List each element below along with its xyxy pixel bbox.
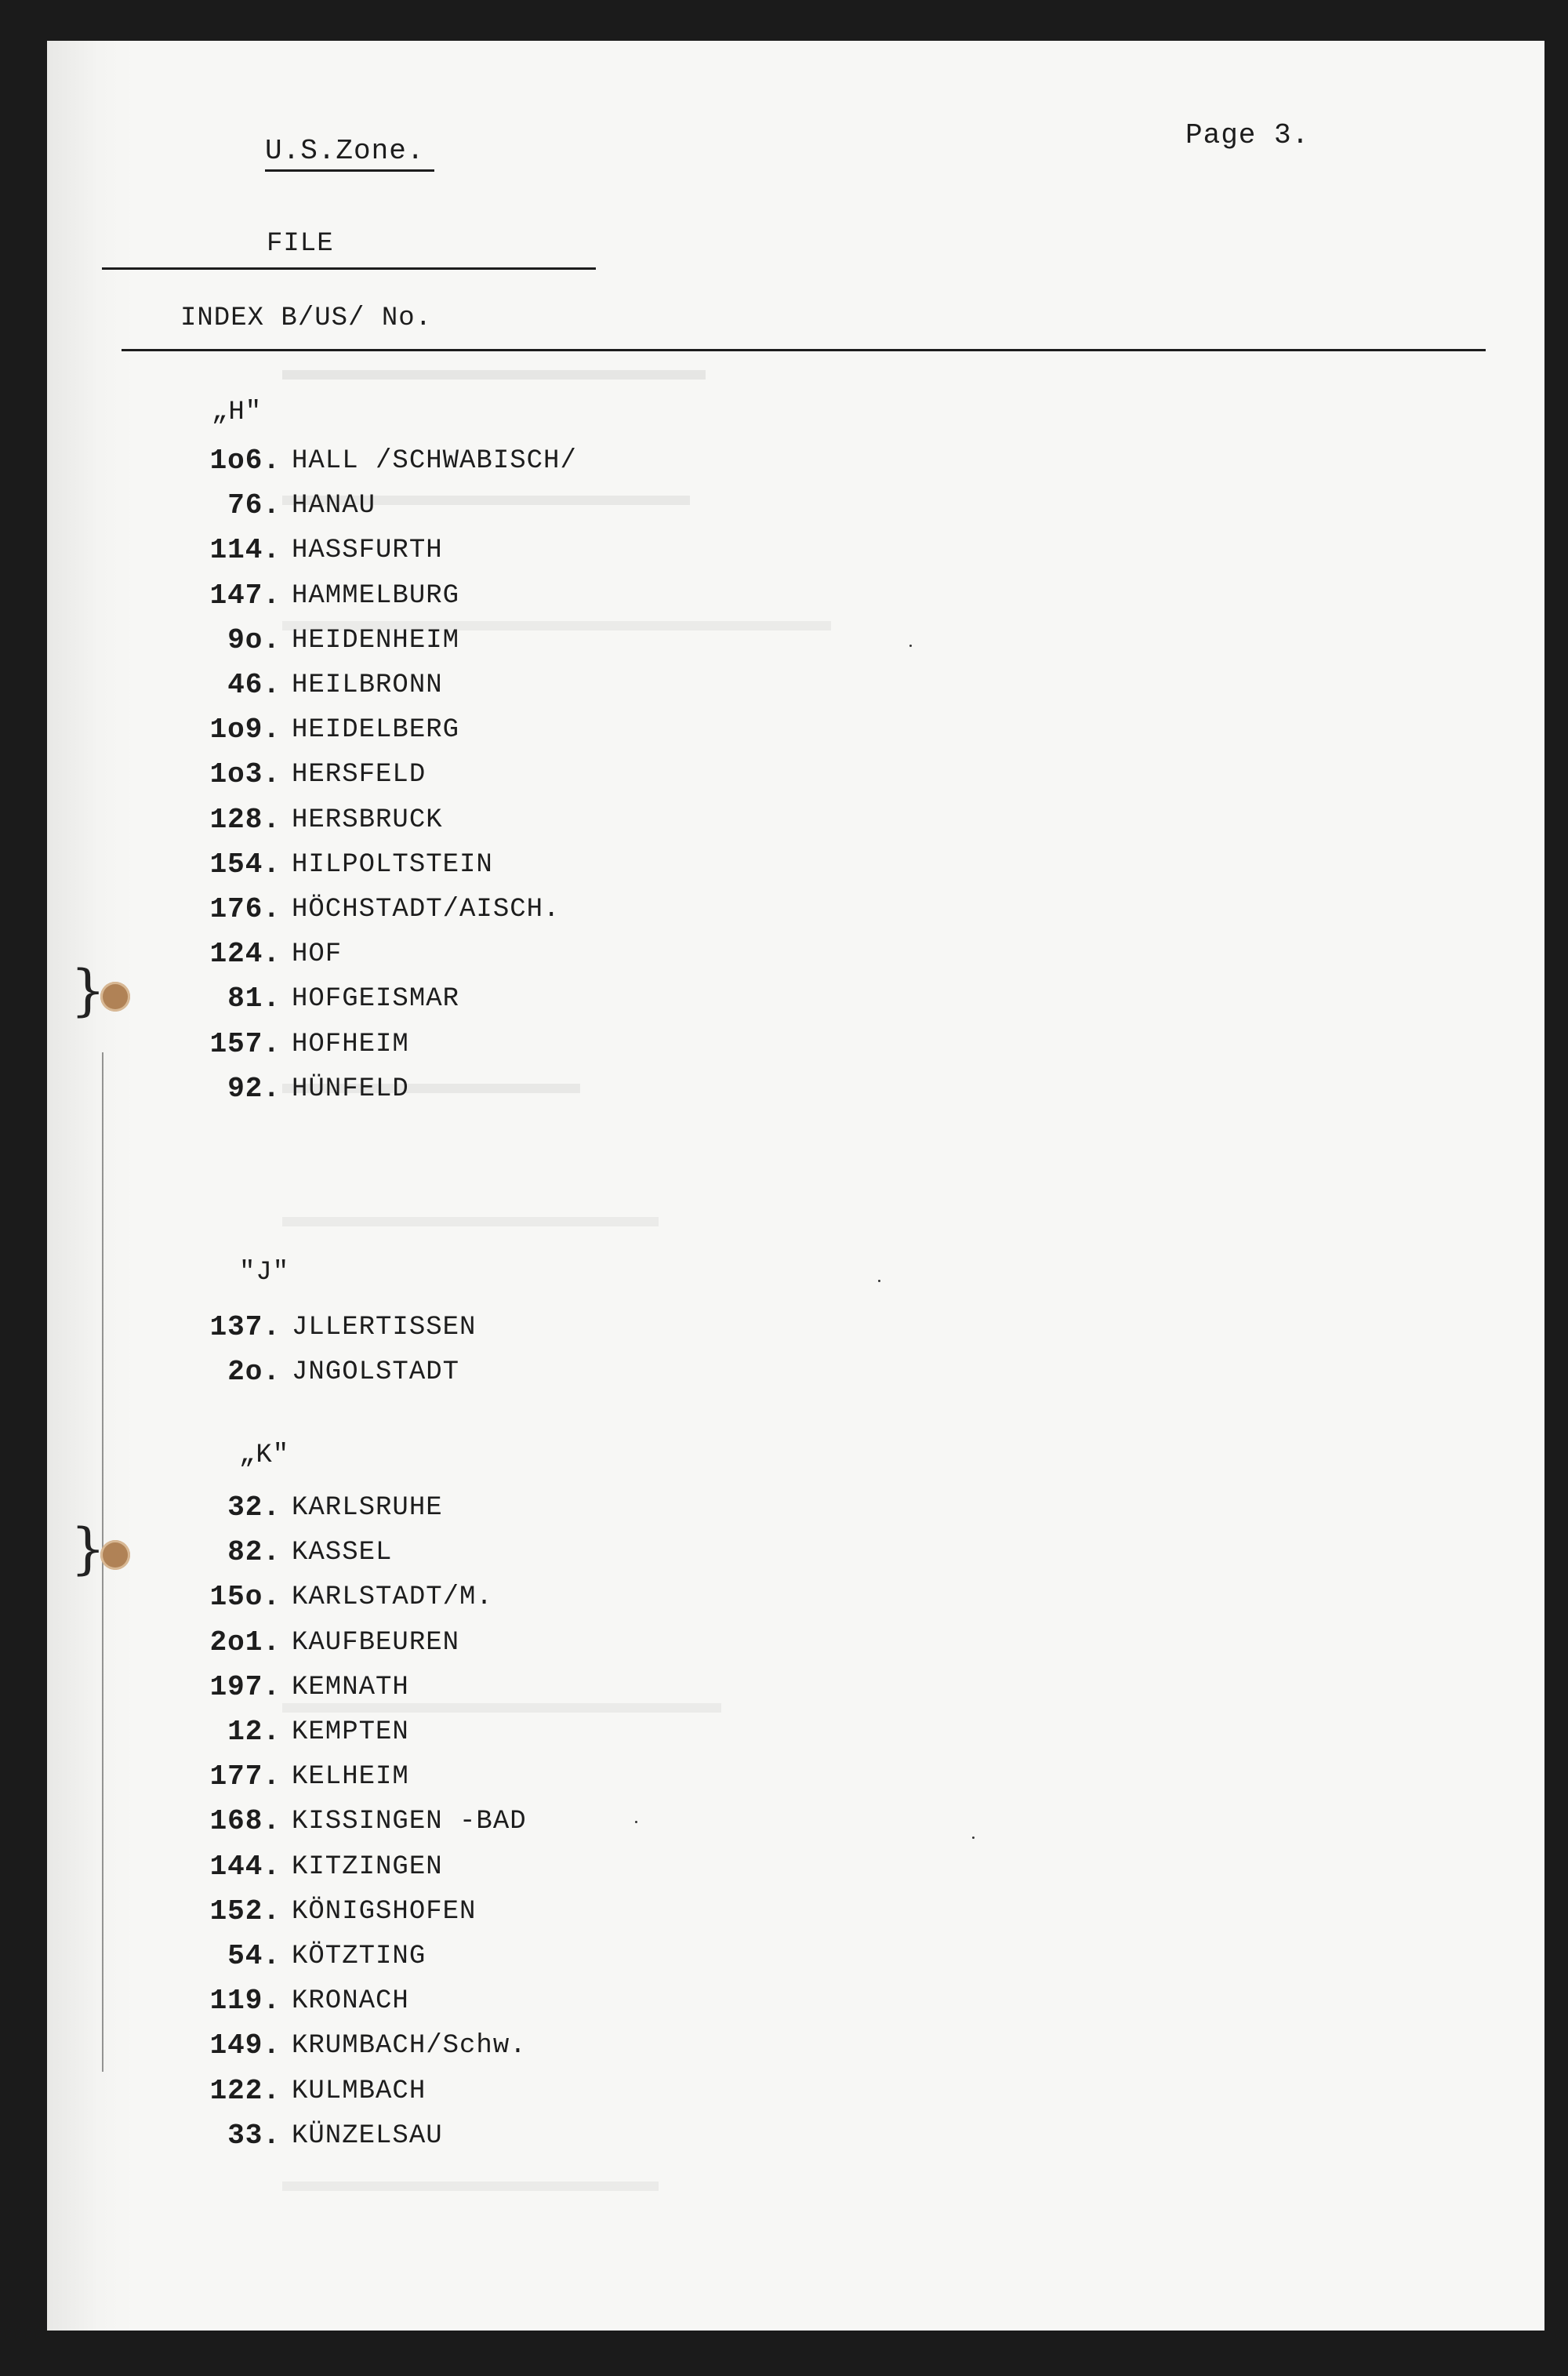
entry-name: KEMNATH (292, 1672, 409, 1702)
document-page (47, 41, 1544, 2331)
speck (909, 645, 912, 647)
entry-name: JNGOLSTADT (292, 1357, 460, 1388)
entry-name: HAMMELBURG (292, 580, 460, 611)
entry-name: KRUMBACH/Schw. (292, 2031, 527, 2062)
entry-number: 46. (227, 669, 281, 701)
entry-number: 2o1. (209, 1626, 281, 1658)
entry-name: KRONACH (292, 1986, 409, 2017)
entry-number: 128. (209, 803, 281, 836)
entry-number: 81. (227, 983, 281, 1015)
entry-number: 124. (209, 938, 281, 971)
entry-name: KULMBACH (292, 2076, 426, 2106)
page-number: Page 3. (1185, 119, 1310, 151)
show-through-text (282, 370, 706, 380)
entry-name: KEMPTEN (292, 1717, 409, 1747)
entry-name: HEILBRONN (292, 670, 443, 700)
entry-number: 168. (209, 1805, 281, 1838)
entry-number: 154. (209, 848, 281, 881)
section-heading: "J" (239, 1258, 290, 1288)
entry-number: 177. (209, 1760, 281, 1793)
entry-name: KÖTZTING (292, 1942, 426, 1971)
header-rule (102, 267, 596, 270)
entry-name: HILPOLTSTEIN (292, 849, 493, 880)
entry-name: HEIDELBERG (292, 715, 460, 746)
entry-name: KAUFBEUREN (292, 1627, 460, 1658)
entry-number: 157. (209, 1027, 281, 1060)
entry-name: HERSFELD (292, 760, 426, 790)
entry-number: 92. (227, 1072, 281, 1105)
entry-name: KARLSRUHE (292, 1493, 443, 1523)
zone-underline (265, 169, 434, 172)
binding-edge (47, 41, 133, 2331)
entry-name: KÜNZELSAU (292, 2120, 443, 2151)
entry-name: HEIDENHEIM (292, 625, 460, 656)
entry-number: 114. (209, 534, 281, 567)
entry-number: 82. (227, 1536, 281, 1569)
entry-name: KELHEIM (292, 1762, 409, 1793)
entry-number: 147. (209, 579, 281, 612)
entry-name: HOFGEISMAR (292, 984, 460, 1015)
entry-number: 12. (227, 1716, 281, 1748)
entry-number: 144. (209, 1850, 281, 1883)
entry-number: 1o9. (209, 714, 281, 747)
entry-number: 1o3. (209, 758, 281, 791)
entry-number: 54. (227, 1940, 281, 1972)
header-rule-long (122, 349, 1486, 351)
entry-number: 76. (227, 489, 281, 522)
entry-name: KARLSTADT/M. (292, 1582, 493, 1613)
entry-name: HERSBRUCK (292, 805, 443, 835)
file-label: FILE (267, 229, 334, 259)
entry-name: HANAU (292, 491, 376, 521)
zone-title: U.S.Zone. (265, 135, 425, 167)
speck (635, 1821, 637, 1823)
entry-number: 122. (209, 2074, 281, 2107)
entry-number: 33. (227, 2119, 281, 2152)
entry-number: 197. (209, 1670, 281, 1703)
entry-number: 137. (209, 1311, 281, 1343)
entry-name: HÖCHSTADT/AISCH. (292, 895, 561, 925)
entry-name: HALL /SCHWABISCH/ (292, 446, 577, 476)
show-through-text (282, 1703, 721, 1713)
entry-name: KISSINGEN -BAD (292, 1807, 527, 1837)
entry-name: HASSFURTH (292, 536, 443, 566)
entry-name: HOF (292, 939, 343, 970)
entry-number: 149. (209, 2029, 281, 2062)
index-label: INDEX B/US/ No. (180, 303, 433, 333)
entry-name: HOFHEIM (292, 1029, 409, 1059)
entry-number: 1o6. (209, 445, 281, 477)
entry-name: KÖNIGSHOFEN (292, 1896, 477, 1927)
show-through-text (282, 1217, 659, 1226)
entry-number: 119. (209, 1985, 281, 2018)
entry-name: KITZINGEN (292, 1851, 443, 1882)
entry-number: 2o. (227, 1356, 281, 1389)
speck (878, 1280, 880, 1282)
section-heading: „H" (212, 398, 263, 427)
entry-name: JLLERTISSEN (292, 1313, 477, 1342)
speck (972, 1836, 975, 1839)
bracket-mark-bottom: } (71, 1517, 106, 1581)
entry-name: HÜNFELD (292, 1074, 409, 1104)
entry-number: 9o. (227, 623, 281, 656)
entry-number: 152. (209, 1895, 281, 1927)
entry-number: 176. (209, 893, 281, 925)
entry-name: KASSEL (292, 1538, 393, 1568)
show-through-text (282, 2182, 659, 2191)
section-heading: „K" (239, 1440, 290, 1470)
entry-number: 15o. (209, 1581, 281, 1614)
bracket-mark-top: } (71, 958, 106, 1023)
entry-number: 32. (227, 1491, 281, 1524)
